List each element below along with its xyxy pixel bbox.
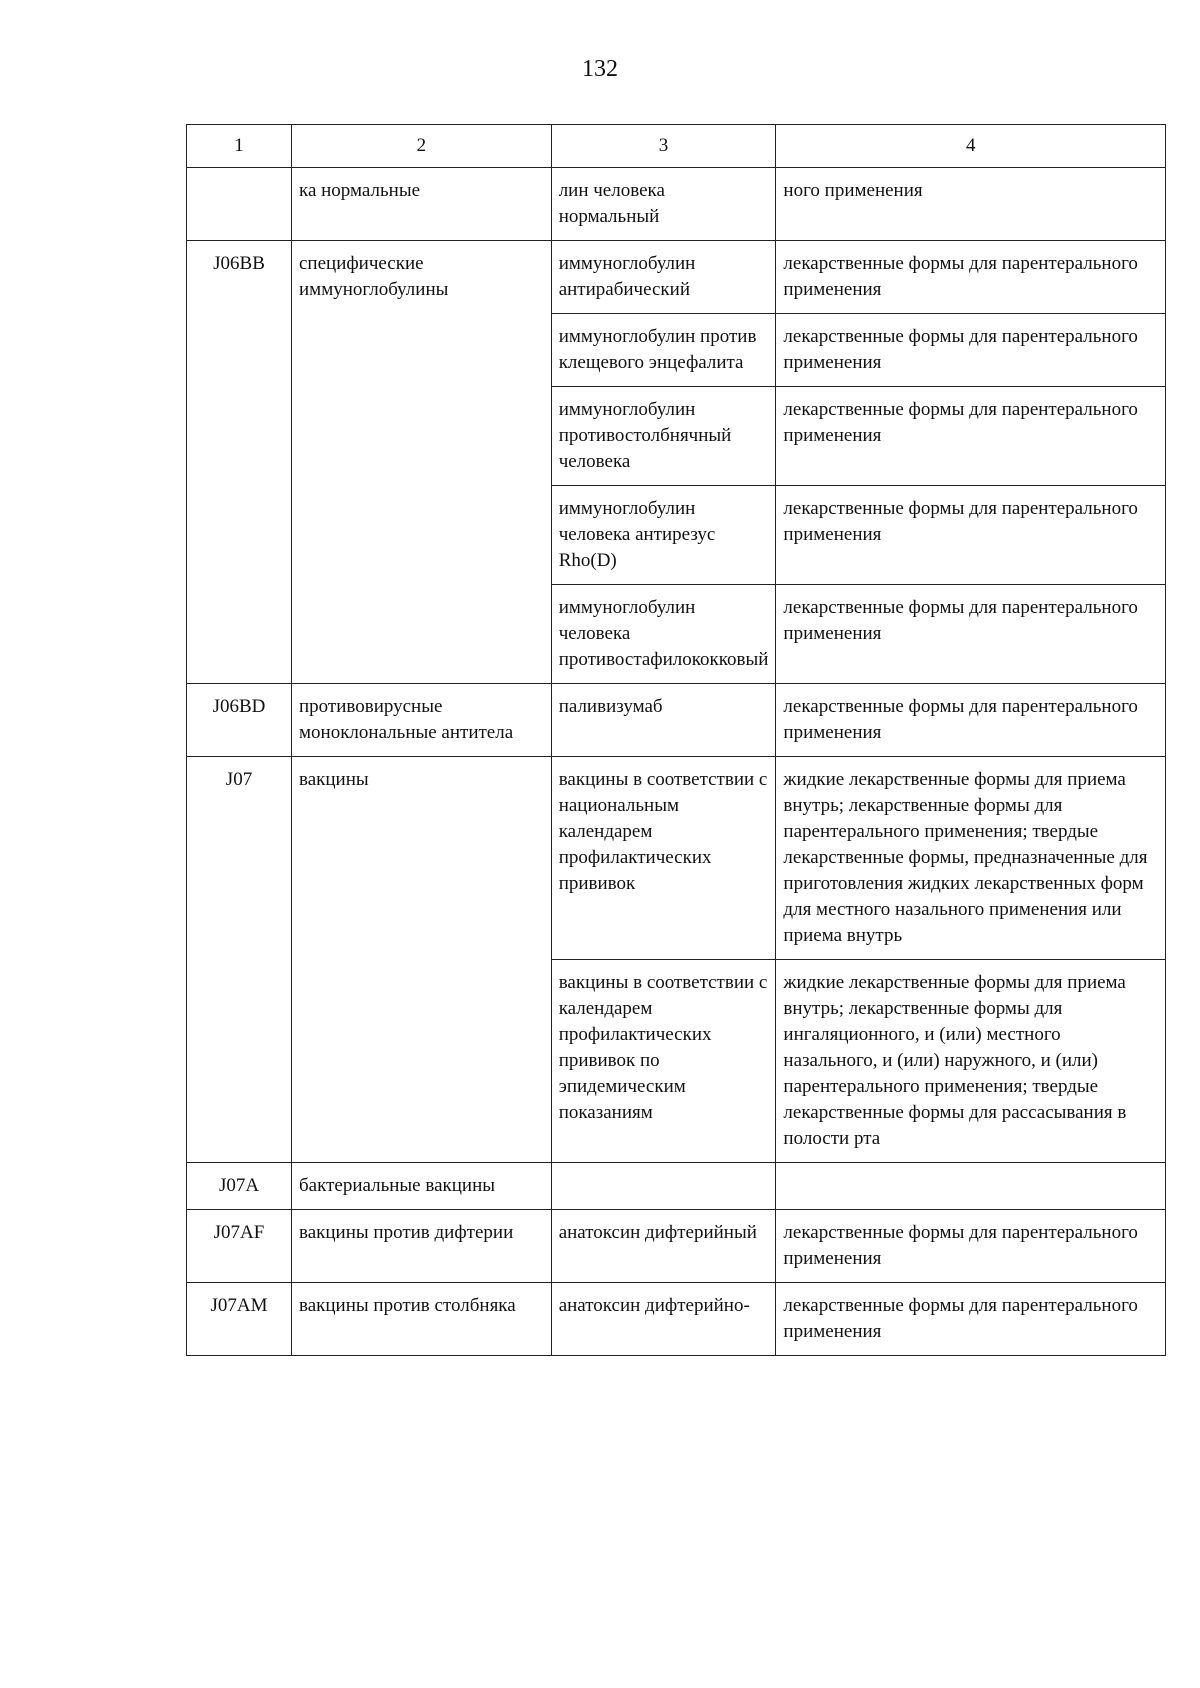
atc-code-cell: J06BD [187, 684, 292, 757]
column-header: 3 [551, 125, 776, 168]
table-header-row [187, 125, 1166, 168]
table-row [187, 1163, 1166, 1210]
page-number: 132 [582, 56, 618, 82]
group-name-cell: вакцины против дифтерии [292, 1210, 552, 1283]
dosage-form-cell [776, 1163, 1166, 1210]
table-body [187, 168, 1166, 1356]
drug-name-cell: иммуноглобулин против клещевого энцефалита [551, 314, 776, 387]
dosage-form-cell: жидкие лекарственные формы для приема внутрь; лекарственные формы для парентерального применения; твердые лекарственные формы, предназначенные для приготовления жидких лекарственных форм для местного назального применения или приема внутрь [776, 757, 1166, 960]
dosage-form-cell: ного применения [776, 168, 1166, 241]
column-header: 4 [776, 125, 1166, 168]
dosage-form-cell: лекарственные формы для парентерального применения [776, 585, 1166, 684]
drug-name-cell: анатоксин дифтерийный [551, 1210, 776, 1283]
atc-code-cell: J07AF [187, 1210, 292, 1283]
atc-code-cell: J07AM [187, 1283, 292, 1356]
table-row [187, 684, 1166, 757]
atc-code-cell: J07 [187, 757, 292, 1163]
dosage-form-cell: лекарственные формы для парентерального применения [776, 684, 1166, 757]
table-row [187, 241, 1166, 314]
drug-name-cell: иммуноглобулин человека антирезус Rho(D) [551, 486, 776, 585]
drug-name-cell: иммуноглобулин противостолбнячный человека [551, 387, 776, 486]
dosage-form-cell: жидкие лекарственные формы для приема внутрь; лекарственные формы для ингаляционного, и (или) местного назального, и (или) наружного, и (или) парентерального применения; твердые лекарственные формы для рассасывания в полости рта [776, 960, 1166, 1163]
dosage-form-cell: лекарственные формы для парентерального применения [776, 241, 1166, 314]
drug-name-cell: вакцины в соответствии с национальным календарем профилактических прививок [551, 757, 776, 960]
dosage-form-cell: лекарственные формы для парентерального применения [776, 1210, 1166, 1283]
atc-code-cell [187, 168, 292, 241]
dosage-form-cell: лекарственные формы для парентерального применения [776, 486, 1166, 585]
drug-name-cell: лин человека нормальный [551, 168, 776, 241]
table-row [187, 757, 1166, 960]
group-name-cell: ка нормальные [292, 168, 552, 241]
group-name-cell: специфические иммуноглобулины [292, 241, 552, 684]
drug-name-cell [551, 1163, 776, 1210]
group-name-cell: противовирусные моноклональные антитела [292, 684, 552, 757]
drug-name-cell: вакцины в соответствии с календарем профилактических прививок по эпидемическим показаниям [551, 960, 776, 1163]
dosage-form-cell: лекарственные формы для парентерального применения [776, 387, 1166, 486]
table-row [187, 1283, 1166, 1356]
column-header: 1 [187, 125, 292, 168]
group-name-cell: бактериальные вакцины [292, 1163, 552, 1210]
drug-name-cell: паливизумаб [551, 684, 776, 757]
atc-code-cell: J06BB [187, 241, 292, 684]
group-name-cell: вакцины против столбняка [292, 1283, 552, 1356]
drug-table [186, 124, 1166, 1356]
drug-name-cell: анатоксин дифтерийно- [551, 1283, 776, 1356]
atc-code-cell: J07A [187, 1163, 292, 1210]
drug-name-cell: иммуноглобулин человека противостафилококковый [551, 585, 776, 684]
column-header: 2 [292, 125, 552, 168]
dosage-form-cell: лекарственные формы для парентерального применения [776, 314, 1166, 387]
dosage-form-cell: лекарственные формы для парентерального применения [776, 1283, 1166, 1356]
group-name-cell: вакцины [292, 757, 552, 1163]
table-row [187, 168, 1166, 241]
drug-name-cell: иммуноглобулин антирабический [551, 241, 776, 314]
table-row [187, 1210, 1166, 1283]
